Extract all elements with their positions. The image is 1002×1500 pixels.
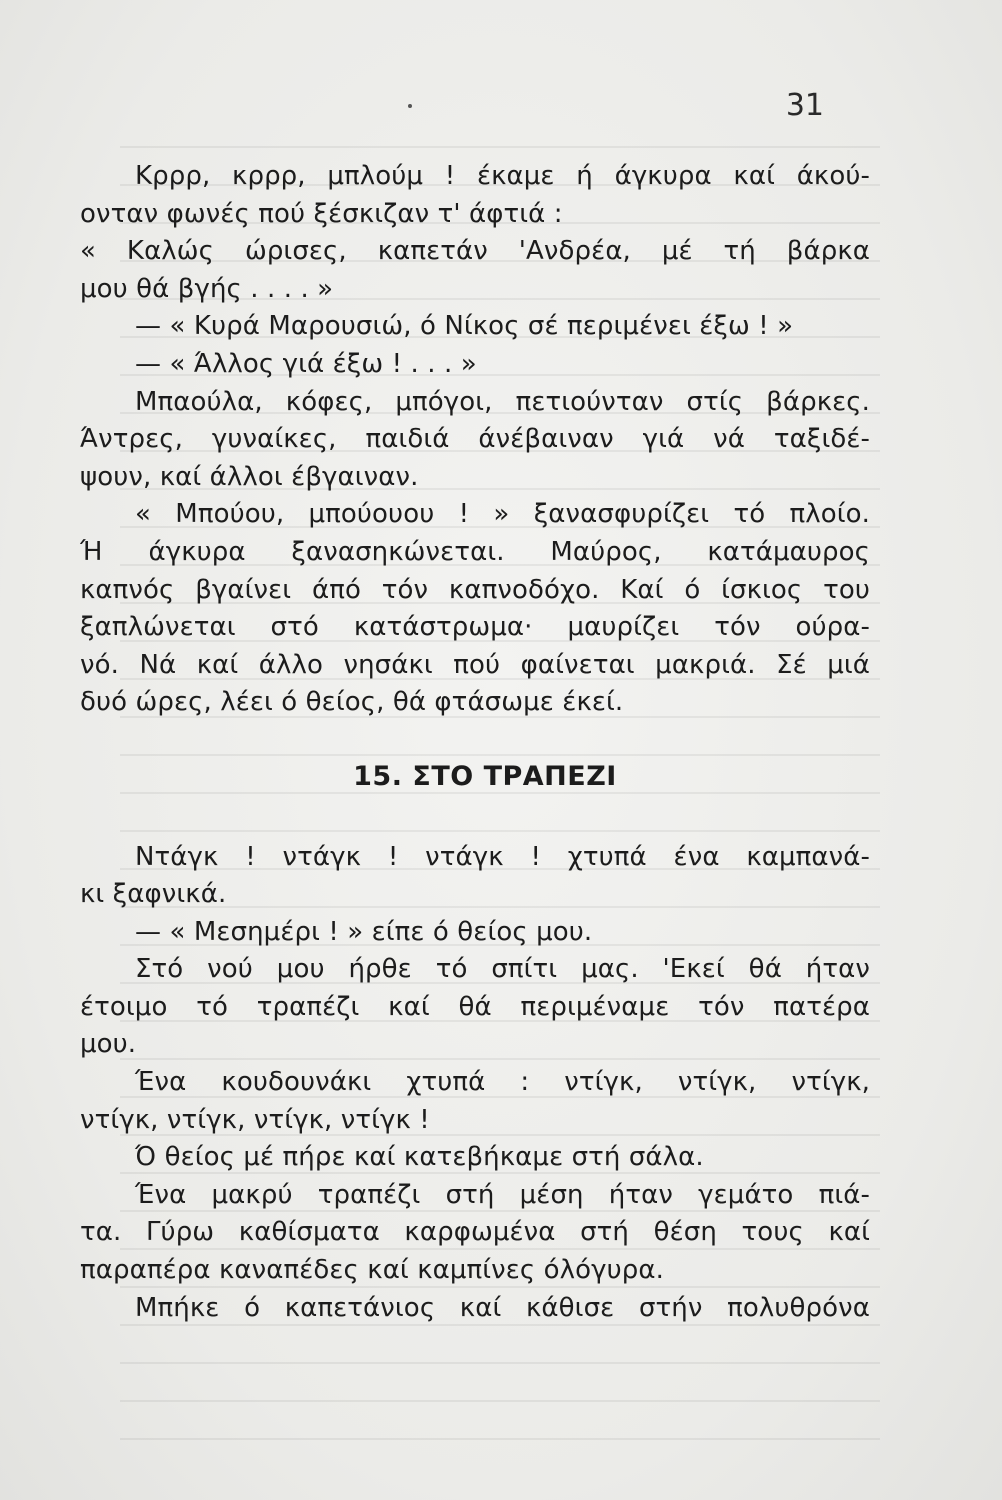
text-line: « Καλώς ώρισες, καπετάν 'Ανδρέα, μέ τή βάρκα <box>80 236 870 267</box>
text-line: τα. Γύρω καθίσματα καρφωμένα στή θέση τους καί <box>80 1217 870 1248</box>
text-line: Κρρρ, κρρρ, μπλούμ ! έκαμε ή άγκυρα καί άκού- <box>135 161 870 191</box>
text-line: κι ξαφνικά. <box>80 879 227 910</box>
text-line: Στό νού μου ήρθε τό σπίτι μας. 'Εκεί θά ήταν <box>135 954 870 985</box>
text-line: Ή άγκυρα ξανασηκώνεται. Μαύρος, κατάμαυρος <box>80 536 870 567</box>
text-line: μου. <box>80 1029 137 1060</box>
text-line: ονταν φωνές πού ξέσκιζαν τ' άφτιά : <box>80 198 563 229</box>
text-line: Μπήκε ό καπετάνιος καί κάθισε στήν πολυθρόνα <box>135 1292 870 1323</box>
body-text <box>80 158 870 1327</box>
text-line: — « Μεσημέρι ! » είπε ό θείος μου. <box>135 916 593 947</box>
text-line: ξαπλώνεται στό κατάστρωμα· μαυρίζει τόν ούρα- <box>80 612 870 643</box>
text-line: ντίγκ, ντίγκ, ντίγκ, ντίγκ ! <box>80 1104 430 1135</box>
text-line: Ένα κουδουνάκι χτυπά : ντίγκ, ντίγκ, ντίγκ, <box>135 1067 870 1098</box>
text-line: Ό θείος μέ πήρε καί κατεβήκαμε στή σάλα. <box>135 1142 704 1173</box>
paragraphs-after-heading <box>80 839 870 1328</box>
text-line: μου θά βγής . . . . » <box>80 273 334 304</box>
text-line: Ντάγκ ! ντάγκ ! ντάγκ ! χτυπά ένα καμπανά- <box>135 841 870 872</box>
text-line: Άντρες, γυναίκες, παιδιά άνέβαιναν γιά νά ταξιδέ- <box>80 424 870 455</box>
text-line: δυό ώρες, λέει ό θείος, θά φτάσωμε έκεί. <box>80 687 624 718</box>
text-line: ψουν, καί άλλοι έβγαιναν. <box>80 461 419 492</box>
text-line: καπνός βγαίνει άπό τόν καπνοδόχο. Καί ό ίσκιος του <box>80 574 870 605</box>
text-line: « Μπούου, μπούουου ! » ξανασφυρίζει τό πλοίο. <box>135 499 870 530</box>
text-line: έτοιμο τό τραπέζι καί θά περιμέναμε τόν πατέρα <box>80 991 870 1022</box>
text-line: παραπέρα καναπέδες καί καμπίνες όλόγυρα. <box>80 1255 664 1286</box>
paragraphs-before-heading <box>80 158 870 722</box>
text-line: Μπαούλα, κόφες, μπόγοι, πετιούνταν στίς βάρκες. <box>135 386 870 417</box>
text-line: — « Άλλος γιά έξω ! . . . » <box>135 348 477 379</box>
speck <box>408 104 412 108</box>
page-number: 31 <box>785 88 824 123</box>
text-line: — « Κυρά Μαρουσιώ, ό Νίκος σέ περιμένει έξω ! » <box>135 311 794 342</box>
chapter-heading: 15. ΣΤΟ ΤΡΑΠΕΖΙ <box>353 760 617 792</box>
text-line: νό. Νά καί άλλο νησάκι πού φαίνεται μακριά. Σέ μιά <box>80 649 870 680</box>
text-line: Ένα μακρύ τραπέζι στή μέση ήταν γεμάτο πιά- <box>135 1179 870 1210</box>
